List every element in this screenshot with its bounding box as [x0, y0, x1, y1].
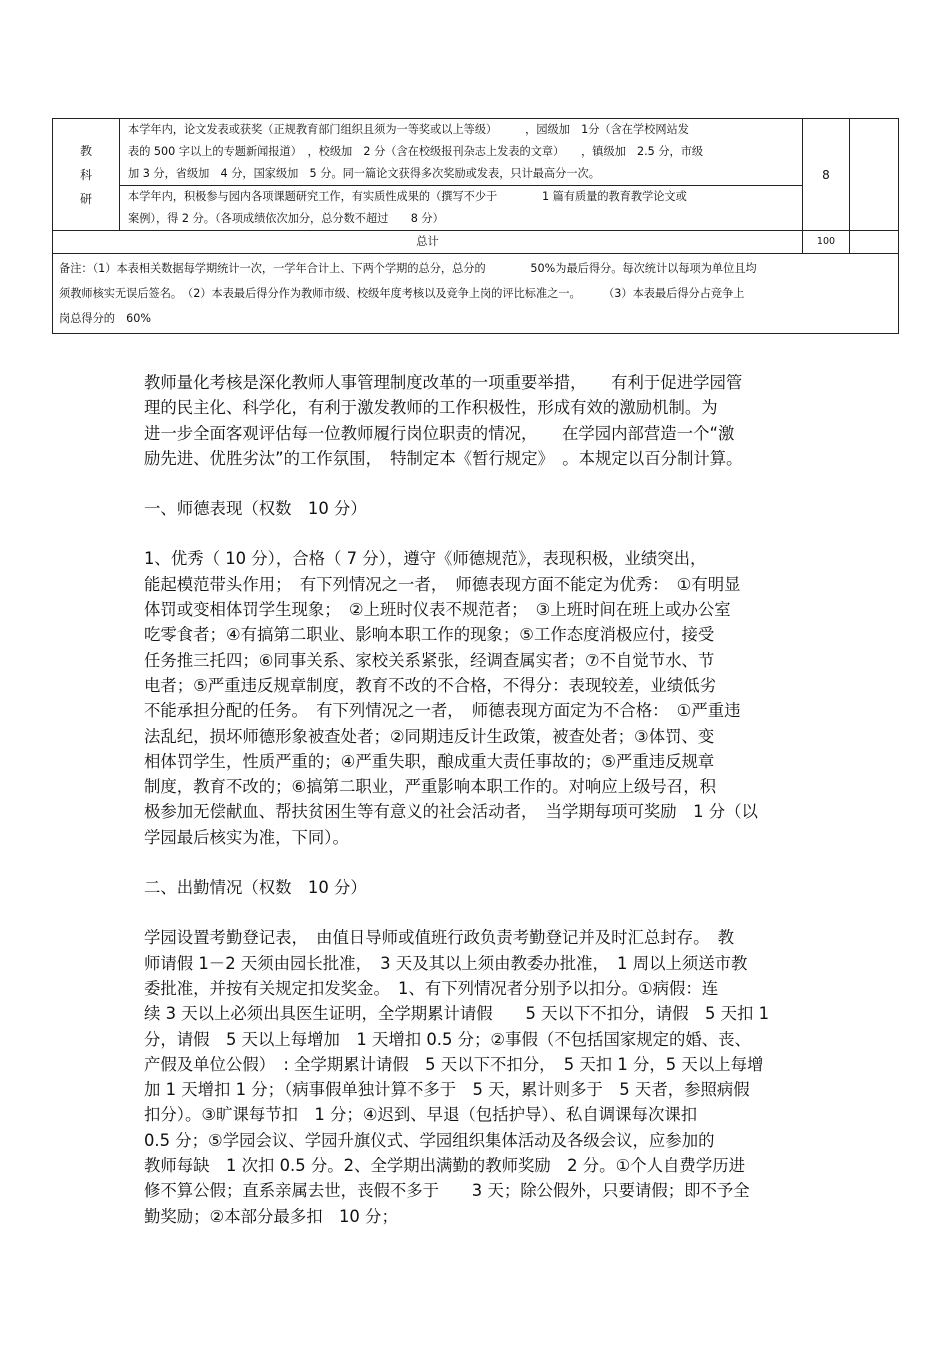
- section-paragraph: [144, 546, 814, 850]
- text-line: 电者；⑤严重违反规章制度，教育不改的不合格，不得分：表现较差，业绩低劣: [144, 675, 716, 695]
- item-line: 表的 500 字以上的专题新闻报道） ，校级加 2 分（含在校级报刊杂志上发表的文章） ，镇级加 2.5 分，市级: [128, 145, 704, 158]
- note-line: 岗总得分的 60%: [59, 312, 151, 325]
- item-line: 本学年内，论文发表或获奖（正规教育部门组织且须为一等奖或以上等级） ，园级加 1分（含在学校网站发: [128, 123, 689, 136]
- text-line: 学园最后核实为准，下同）。: [144, 827, 349, 847]
- intro-paragraph: [144, 370, 814, 471]
- text-line: 吃零食者；④有搞第二职业、影响本职工作的现象；⑤工作态度消极应付，接受: [144, 625, 715, 645]
- table-row-note: [53, 254, 898, 333]
- evaluation-table: [52, 118, 899, 334]
- item-line: 本学年内，积极参与园内各项课题研究工作，有实质性成果的（撰写不少于 1 篇有质量的教育教学论文或: [128, 190, 687, 203]
- text-line: 分，请假 5 天以上每增加 1 天增扣 0.5 分；②事假（不包括国家规定的婚、丧、: [144, 1029, 751, 1049]
- empty-cell: [850, 231, 898, 253]
- table-row-total: [53, 231, 898, 254]
- description-cell: [120, 119, 803, 230]
- text-line: 师请假 1－2 天须由园长批准， 3 天及其以上须由教委办批准， 1 周以上须送市教: [144, 953, 748, 973]
- total-label: 总计: [53, 231, 803, 253]
- text-line: 体罚或变相体罚学生现象； ②上班时仪表不规范者； ③上班时间在班上或办公室: [144, 600, 731, 620]
- text-line: 理的民主化、科学化，有利于激发教师的工作积极性，形成有效的激励机制。为: [144, 398, 718, 418]
- score-cell: 8: [803, 119, 850, 230]
- text-line: 1、优秀（ 10 分），合格（ 7 分），遵守《师德规范》，表现积极，业绩突出，: [144, 549, 707, 569]
- text-line: 制度，教育不改的；⑥搞第二职业，严重影响本职工作的。对响应上级号召，积: [144, 777, 716, 797]
- empty-cell: [850, 119, 898, 230]
- text-line: 加 1 天增扣 1 分；（病事假单独计算不多于 5 天，累计则多于 5 天者，参照病假: [144, 1080, 750, 1100]
- item-line: 加 3 分，省级加 4 分，国家级加 5 分。同一篇论文获得多次奖励或发表，只计最高分一次。: [128, 167, 600, 180]
- text-line: 相体罚学生，性质严重的；④严重失职，酿成重大责任事故的；⑤严重违反规章: [144, 751, 715, 771]
- note-line: 须教师核实无误后签名。 （2）本表最后得分作为教师市级、校级年度考核以及竞争上岗的评比标准之一。 （3）本表最后得分占竞争上: [59, 287, 745, 300]
- category-char: 科: [79, 167, 92, 182]
- table-row-research: [53, 119, 898, 231]
- category-char: 教: [79, 143, 92, 158]
- item-research-project: [120, 186, 802, 230]
- item-paper-award: [120, 119, 802, 186]
- text-line: 极参加无偿献血、帮扶贫困生等有意义的社会活动者， 当学期每项可奖励 1 分（以: [144, 802, 758, 822]
- section-heading: 二、出勤情况（权数 10 分）: [144, 878, 367, 898]
- category-char: 研: [79, 191, 92, 206]
- item-line: 案例），得 2 分。（各项成绩依次加分，总分数不超过 8 分）: [128, 212, 444, 225]
- text-line: 产假及单位公假） : 全学期累计请假 5 天以下不扣分， 5 天扣 1 分，5 天以上每增: [144, 1054, 764, 1074]
- text-line: 励先进、优胜劣汰”的工作氛围， 特制定本《暂行规定》 。本规定以百分制计算。: [144, 448, 743, 468]
- total-value: 100: [803, 231, 850, 253]
- text-line: 进一步全面客观评估每一位教师履行岗位职责的情况， 在学园内部营造一个“激: [144, 423, 735, 443]
- text-line: 能起模范带头作用； 有下列情况之一者， 师德表现方面不能定为优秀： ①有明显: [144, 574, 741, 594]
- text-line: 学园设置考勤登记表， 由值日导师或值班行政负责考勤登记并及时汇总封存。 教: [144, 928, 735, 948]
- text-line: 教师每缺 1 次扣 0.5 分。2、全学期出满勤的教师奖励 2 分。①个人自费学历进: [144, 1156, 745, 1176]
- text-line: 续 3 天以上必须出具医生证明，全学期累计请假 5 天以下不扣分，请假 5 天扣 1: [144, 1004, 770, 1024]
- text-line: 委批准，并按有关规定扣发奖金。 1、有下列情况者分别予以扣分。①病假：连: [144, 978, 719, 998]
- text-line: 不能承担分配的任务。 有下列情况之一者， 师德表现方面定为不合格： ①严重违: [144, 701, 741, 721]
- text-line: 0.5 分；⑤学园会议、学园升旗仪式、学园组织集体活动及各级会议，应参加的: [144, 1130, 715, 1150]
- text-line: 修不算公假；直系亲属去世，丧假不多于 3 天；除公假外，只要请假；即不予全: [144, 1181, 750, 1201]
- text-line: 任务推三托四；⑥同事关系、家校关系紧张，经调查属实者；⑦不自觉节水、节: [144, 650, 715, 670]
- text-line: 勤奖励；②本部分最多扣 10 分；: [144, 1206, 398, 1226]
- section-paragraph: [144, 925, 814, 1229]
- section-heading: 一、师德表现（权数 10 分）: [144, 499, 367, 519]
- text-line: 扣分）。③旷课每节扣 1 分；④迟到、早退（包括护导）、私自调课每次课扣: [144, 1105, 698, 1125]
- text-line: 教师量化考核是深化教师人事管理制度改革的一项重要举措， 有利于促进学园管: [144, 373, 743, 392]
- text-line: 法乱纪，损坏师德形象被查处者；②同期违反计生政策，被查处者；③体罚、变: [144, 726, 715, 746]
- category-cell: [53, 119, 120, 230]
- document-body: [144, 370, 814, 1229]
- note-line: 备注：（1）本表相关数据每学期统计一次，一学年合计上、下两个学期的总分，总分的 50%为最后得分。每次统计以每项为单位且均: [59, 262, 757, 275]
- note-cell: [53, 254, 763, 333]
